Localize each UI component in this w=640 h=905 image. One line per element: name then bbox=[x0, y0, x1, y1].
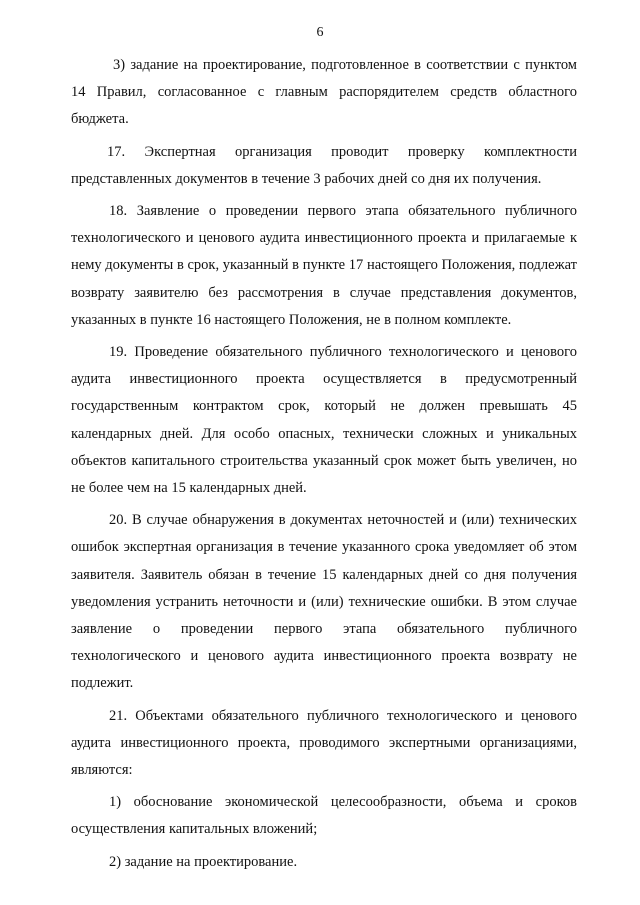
paragraph-19: 19. Проведение обязательного публичного технологического и ценового аудита инвестиционного проекта осуществляется в предусмотренный государственным контрактом срок, который не должен превышать 45 календарных дней. Для особо опасных, технически сложных и уникальных объектов капитального строительства указанный срок может быть увеличен, но не более чем на 15 календарных дней. bbox=[71, 344, 577, 497]
paragraph-17: 17. Экспертная организация проводит проверку комплектности представленных документов в течение 3 рабочих дней со дня их получения. bbox=[71, 143, 577, 187]
paragraph-21: 21. Объектами обязательного публичного технологического и ценового аудита инвестиционного проекта, проводимого экспертными организациями, являются: bbox=[71, 707, 577, 779]
paragraph-20: 20. В случае обнаружения в документах неточностей и (или) технических ошибок экспертная организация в течение указанного срока уведомляет об этом заявителя. Заявитель обязан в течение 15 календарных дней со дня получения уведомления устранить неточности и (или) технические ошибки. В этом случае заявление о проведении первого этапа обязательного публичного технологического и ценового аудита инвестиционного проекта возврату не подлежит. bbox=[71, 512, 577, 692]
document-body bbox=[71, 52, 577, 881]
page-number: 6 bbox=[316, 25, 324, 40]
paragraph-item-3: 3) задание на проектирование, подготовленное в соответствии с пунктом 14 Правил, согласованное с главным распорядителем средств областного бюджета. bbox=[71, 57, 577, 128]
paragraph-21-item-2: 2) задание на проектирование. bbox=[109, 853, 298, 870]
paragraph-21-item-1: 1) обоснование экономической целесообразности, объема и сроков осуществления капитальных вложений; bbox=[71, 794, 577, 838]
paragraph-18: 18. Заявление о проведении первого этапа обязательного публичного технологического и ценового аудита инвестиционного проекта и прилагаемые к нему документы в срок, указанный в пункте 17 настоящего Положения, подлежат возврату заявителю без рассмотрения в случае представления документов, указанных в пункте 16 настоящего Положения, не в полном комплекте. bbox=[71, 203, 577, 328]
